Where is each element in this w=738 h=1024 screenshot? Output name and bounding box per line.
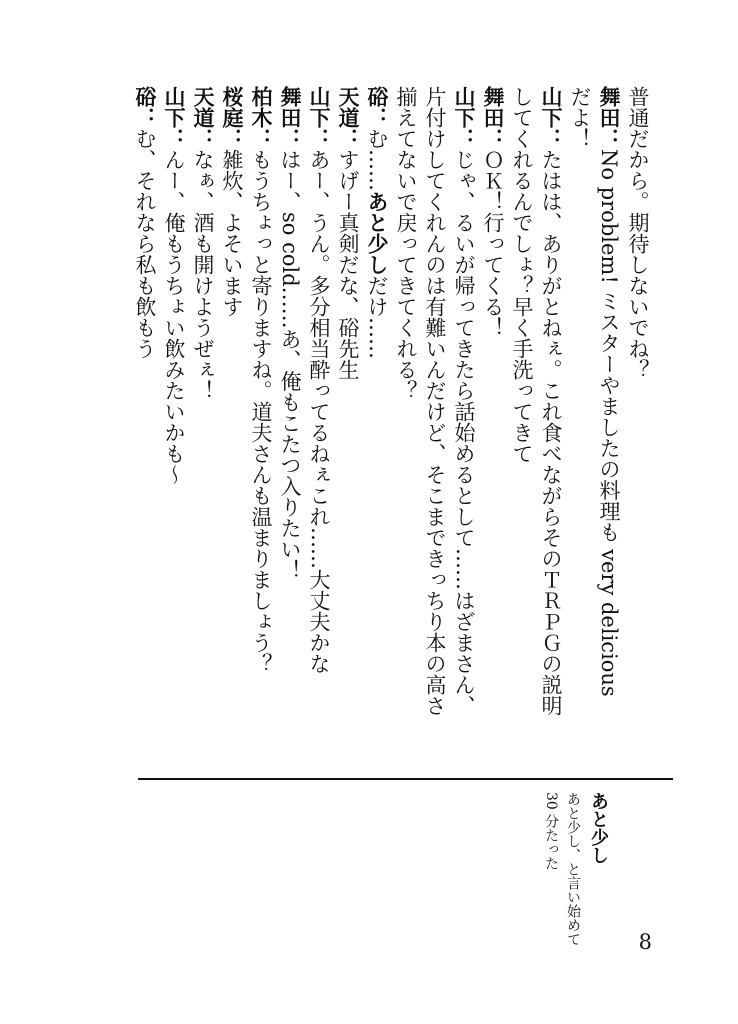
- text-line: [188, 86, 217, 742]
- text-line: [362, 86, 391, 742]
- line-text: あー、うん。多分相当酔ってるねぇこれ……大丈夫かな: [307, 149, 331, 674]
- line-text: してくれるんでしょ？早く手洗ってきて: [510, 86, 534, 464]
- speaker-name: 桜庭：: [220, 86, 244, 149]
- speaker-name: 硲：: [133, 86, 157, 128]
- speaker-name: 天道：: [191, 86, 215, 149]
- speaker-name: 山下：: [452, 86, 476, 149]
- line-text: なぁ、酒も開けようぜぇ！: [191, 149, 215, 401]
- line-text: No problem! ミスターやましたの料理も very delicious: [597, 149, 621, 697]
- main-text: [130, 86, 652, 742]
- speaker-name: 舞田：: [278, 86, 302, 149]
- line-text: すげー真剣だな、硲先生: [336, 149, 360, 380]
- line-text: ＯＫ！行ってくる！: [481, 149, 505, 338]
- line-text: もうちょっと寄りますね。道夫さんも温まりましょう？: [249, 149, 273, 674]
- speaker-name: 硲：: [365, 86, 389, 128]
- speaker-name: 山下：: [162, 86, 186, 149]
- line-text: む……: [365, 128, 389, 191]
- speaker-name: 柏木：: [249, 86, 273, 149]
- text-line: [507, 86, 536, 742]
- speaker-name: 舞田：: [481, 86, 505, 149]
- footnote-text: 30 分たった: [543, 792, 559, 871]
- line-text: 雑炊、よそいます: [220, 149, 244, 317]
- line-text: む、それなら私も飲もう: [133, 128, 157, 359]
- text-line: [130, 86, 159, 742]
- text-line: [536, 86, 565, 742]
- text-line: [246, 86, 275, 742]
- line-text: じゃ、るいが帰ってきたら話始めるとして……はざまさん、: [452, 149, 476, 716]
- speaker-name: 天道：: [336, 86, 360, 149]
- speaker-name: 舞田：: [597, 86, 621, 149]
- text-line: [159, 86, 188, 742]
- line-text: 普通だから。期待しないでね？: [626, 86, 650, 380]
- text-line: [478, 86, 507, 742]
- line-text: たはは、ありがとねぇ。これ食べながらそのＴＲＰＧの説明: [539, 149, 563, 716]
- emphasized-phrase: あと少し: [365, 191, 389, 275]
- speaker-name: 山下：: [539, 86, 563, 149]
- text-line: [449, 86, 478, 742]
- text-line: [565, 86, 594, 742]
- text-line: [217, 86, 246, 742]
- text-line: [391, 86, 420, 742]
- text-line: [304, 86, 333, 742]
- footnote: [540, 792, 612, 982]
- text-line: [594, 86, 623, 742]
- speaker-name: 山下：: [307, 86, 331, 149]
- footnote-text: あと少し、と言い始めて: [565, 792, 581, 946]
- line-text: はー、so cold……あ、俺もこたつ入りたい！: [278, 149, 302, 581]
- line-text: 片付けしてくれんのは有難いんだけど、そこまできっちり本の高さ: [423, 86, 447, 716]
- text-line: [623, 86, 652, 742]
- footnote-divider: [138, 778, 673, 780]
- line-text: んー、俺もうちょい飲みたいかも〜: [162, 149, 186, 485]
- line-text-after: だけ……: [365, 275, 389, 359]
- line-text: だよ！: [568, 86, 592, 149]
- page-number: 8: [638, 930, 652, 954]
- text-line: [333, 86, 362, 742]
- text-line: [420, 86, 449, 742]
- line-text: 揃えてないで戻ってきてくれる？: [394, 86, 418, 401]
- footnote-title: あと少し: [588, 792, 609, 864]
- text-line: [275, 86, 304, 742]
